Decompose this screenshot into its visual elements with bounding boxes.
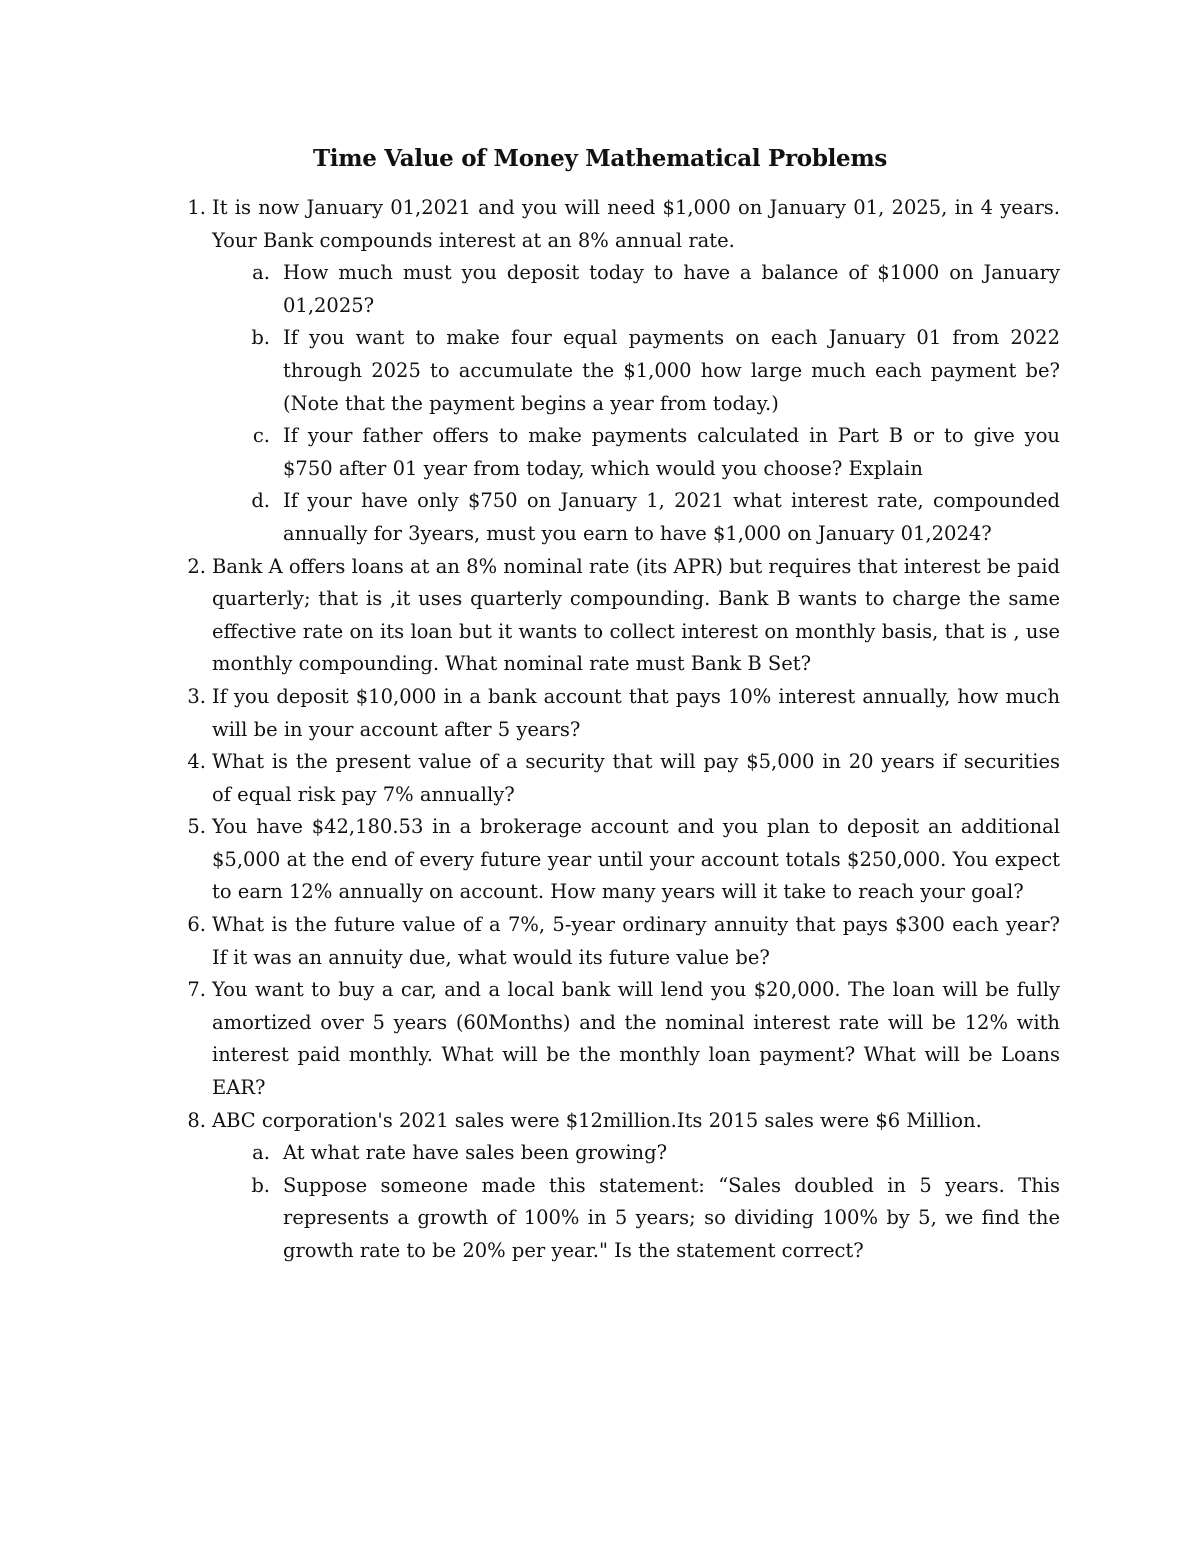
subpart-letter: b. bbox=[251, 326, 270, 350]
problem-text: What is the present value of a security that will pay $5,000 in 20 years if securities of equal risk pay 7% annually? bbox=[212, 750, 1060, 806]
problem-item bbox=[140, 1105, 1060, 1138]
problem-item bbox=[140, 974, 1060, 1104]
problem-item bbox=[140, 681, 1060, 746]
problem-text: If you deposit $10,000 in a bank account that pays 10% interest annually, how much will be in your account after 5 years? bbox=[212, 684, 1060, 741]
problem-subpart bbox=[140, 322, 1060, 420]
subpart-text: If you want to make four equal payments on each January 01 from 2022 through 2025 to accumulate the $1,000 how large much each payment be? (Note that the payment begins a year from today.) bbox=[283, 326, 1060, 415]
subpart-letter: d. bbox=[251, 489, 270, 513]
subpart-text: If your father offers to make payments calculated in Part B or to give you $750 after 01 year from today, which would you choose? Explain bbox=[283, 424, 1060, 480]
problem-text: ABC corporation's 2021 sales were $12million.Its 2015 sales were $6 Million. bbox=[212, 1108, 982, 1132]
problem-item bbox=[140, 746, 1060, 811]
problem-text: It is now January 01,2021 and you will need $1,000 on January 01, 2025, in 4 years. Your Bank compounds interest at an 8% annual rate. bbox=[212, 196, 1060, 252]
problem-item bbox=[140, 811, 1060, 909]
subpart-text: Suppose someone made this statement: “Sales doubled in 5 years. This represents a growth of 100% in 5 years; so dividing 100% by 5, we find the growth rate to be 20% per year." Is the statement correct? bbox=[283, 1173, 1060, 1262]
problem-number: 5. bbox=[187, 815, 206, 839]
problem-subpart bbox=[140, 420, 1060, 485]
subpart-text: If your have only $750 on January 1, 2021 what interest rate, compounded annually for 3years, must you earn to have $1,000 on January 01,2024? bbox=[283, 489, 1060, 545]
subpart-letter: a. bbox=[252, 261, 270, 285]
subpart-letter: c. bbox=[252, 424, 270, 448]
problem-subpart bbox=[140, 257, 1060, 322]
subpart-letter: b. bbox=[251, 1173, 270, 1197]
problem-item bbox=[140, 551, 1060, 681]
problem-number: 4. bbox=[187, 750, 206, 774]
problem-number: 2. bbox=[187, 554, 206, 578]
problem-text: Bank A offers loans at an 8% nominal rate (its APR) but requires that interest be paid quarterly; that is ,it uses quarterly compounding. Bank B wants to charge the same effective rate on its loan but it wants to collect interest on monthly basis, that is , use monthly compounding. What nominal rate must Bank B Set? bbox=[212, 554, 1060, 676]
subpart-text: At what rate have sales been growing? bbox=[283, 1141, 668, 1165]
problem-number: 7. bbox=[187, 978, 206, 1002]
problem-subpart bbox=[140, 485, 1060, 550]
document-title: Time Value of Money Mathematical Problems bbox=[312, 145, 888, 172]
problem-text: You have $42,180.53 in a brokerage account and you plan to deposit an additional $5,000 at the end of every future year until your account totals $250,000. You expect to earn 12% annually on account. How many years will it take to reach your goal? bbox=[212, 815, 1060, 904]
problem-item bbox=[140, 192, 1060, 257]
problem-list bbox=[140, 192, 1060, 1268]
problem-number: 1. bbox=[187, 196, 206, 219]
problem-subpart bbox=[140, 1170, 1060, 1268]
problem-item bbox=[140, 909, 1060, 974]
problem-text: You want to buy a car, and a local bank will lend you $20,000. The loan will be fully amortized over 5 years (60Months) and the nominal interest rate will be 12% with interest paid monthly. What will be the monthly loan payment? What will be Loans EAR? bbox=[212, 978, 1060, 1100]
problem-number: 6. bbox=[187, 913, 206, 937]
subpart-letter: a. bbox=[252, 1141, 270, 1165]
problem-text: What is the future value of a 7%, 5-year ordinary annuity that pays $300 each year? If it was an annuity due, what would its future value be? bbox=[212, 913, 1060, 969]
problem-number: 8. bbox=[187, 1108, 206, 1132]
problem-subpart bbox=[140, 1137, 1060, 1170]
problem-number: 3. bbox=[187, 684, 206, 708]
subpart-text: How much must you deposit today to have a balance of $1000 on January 01,2025? bbox=[283, 261, 1060, 317]
